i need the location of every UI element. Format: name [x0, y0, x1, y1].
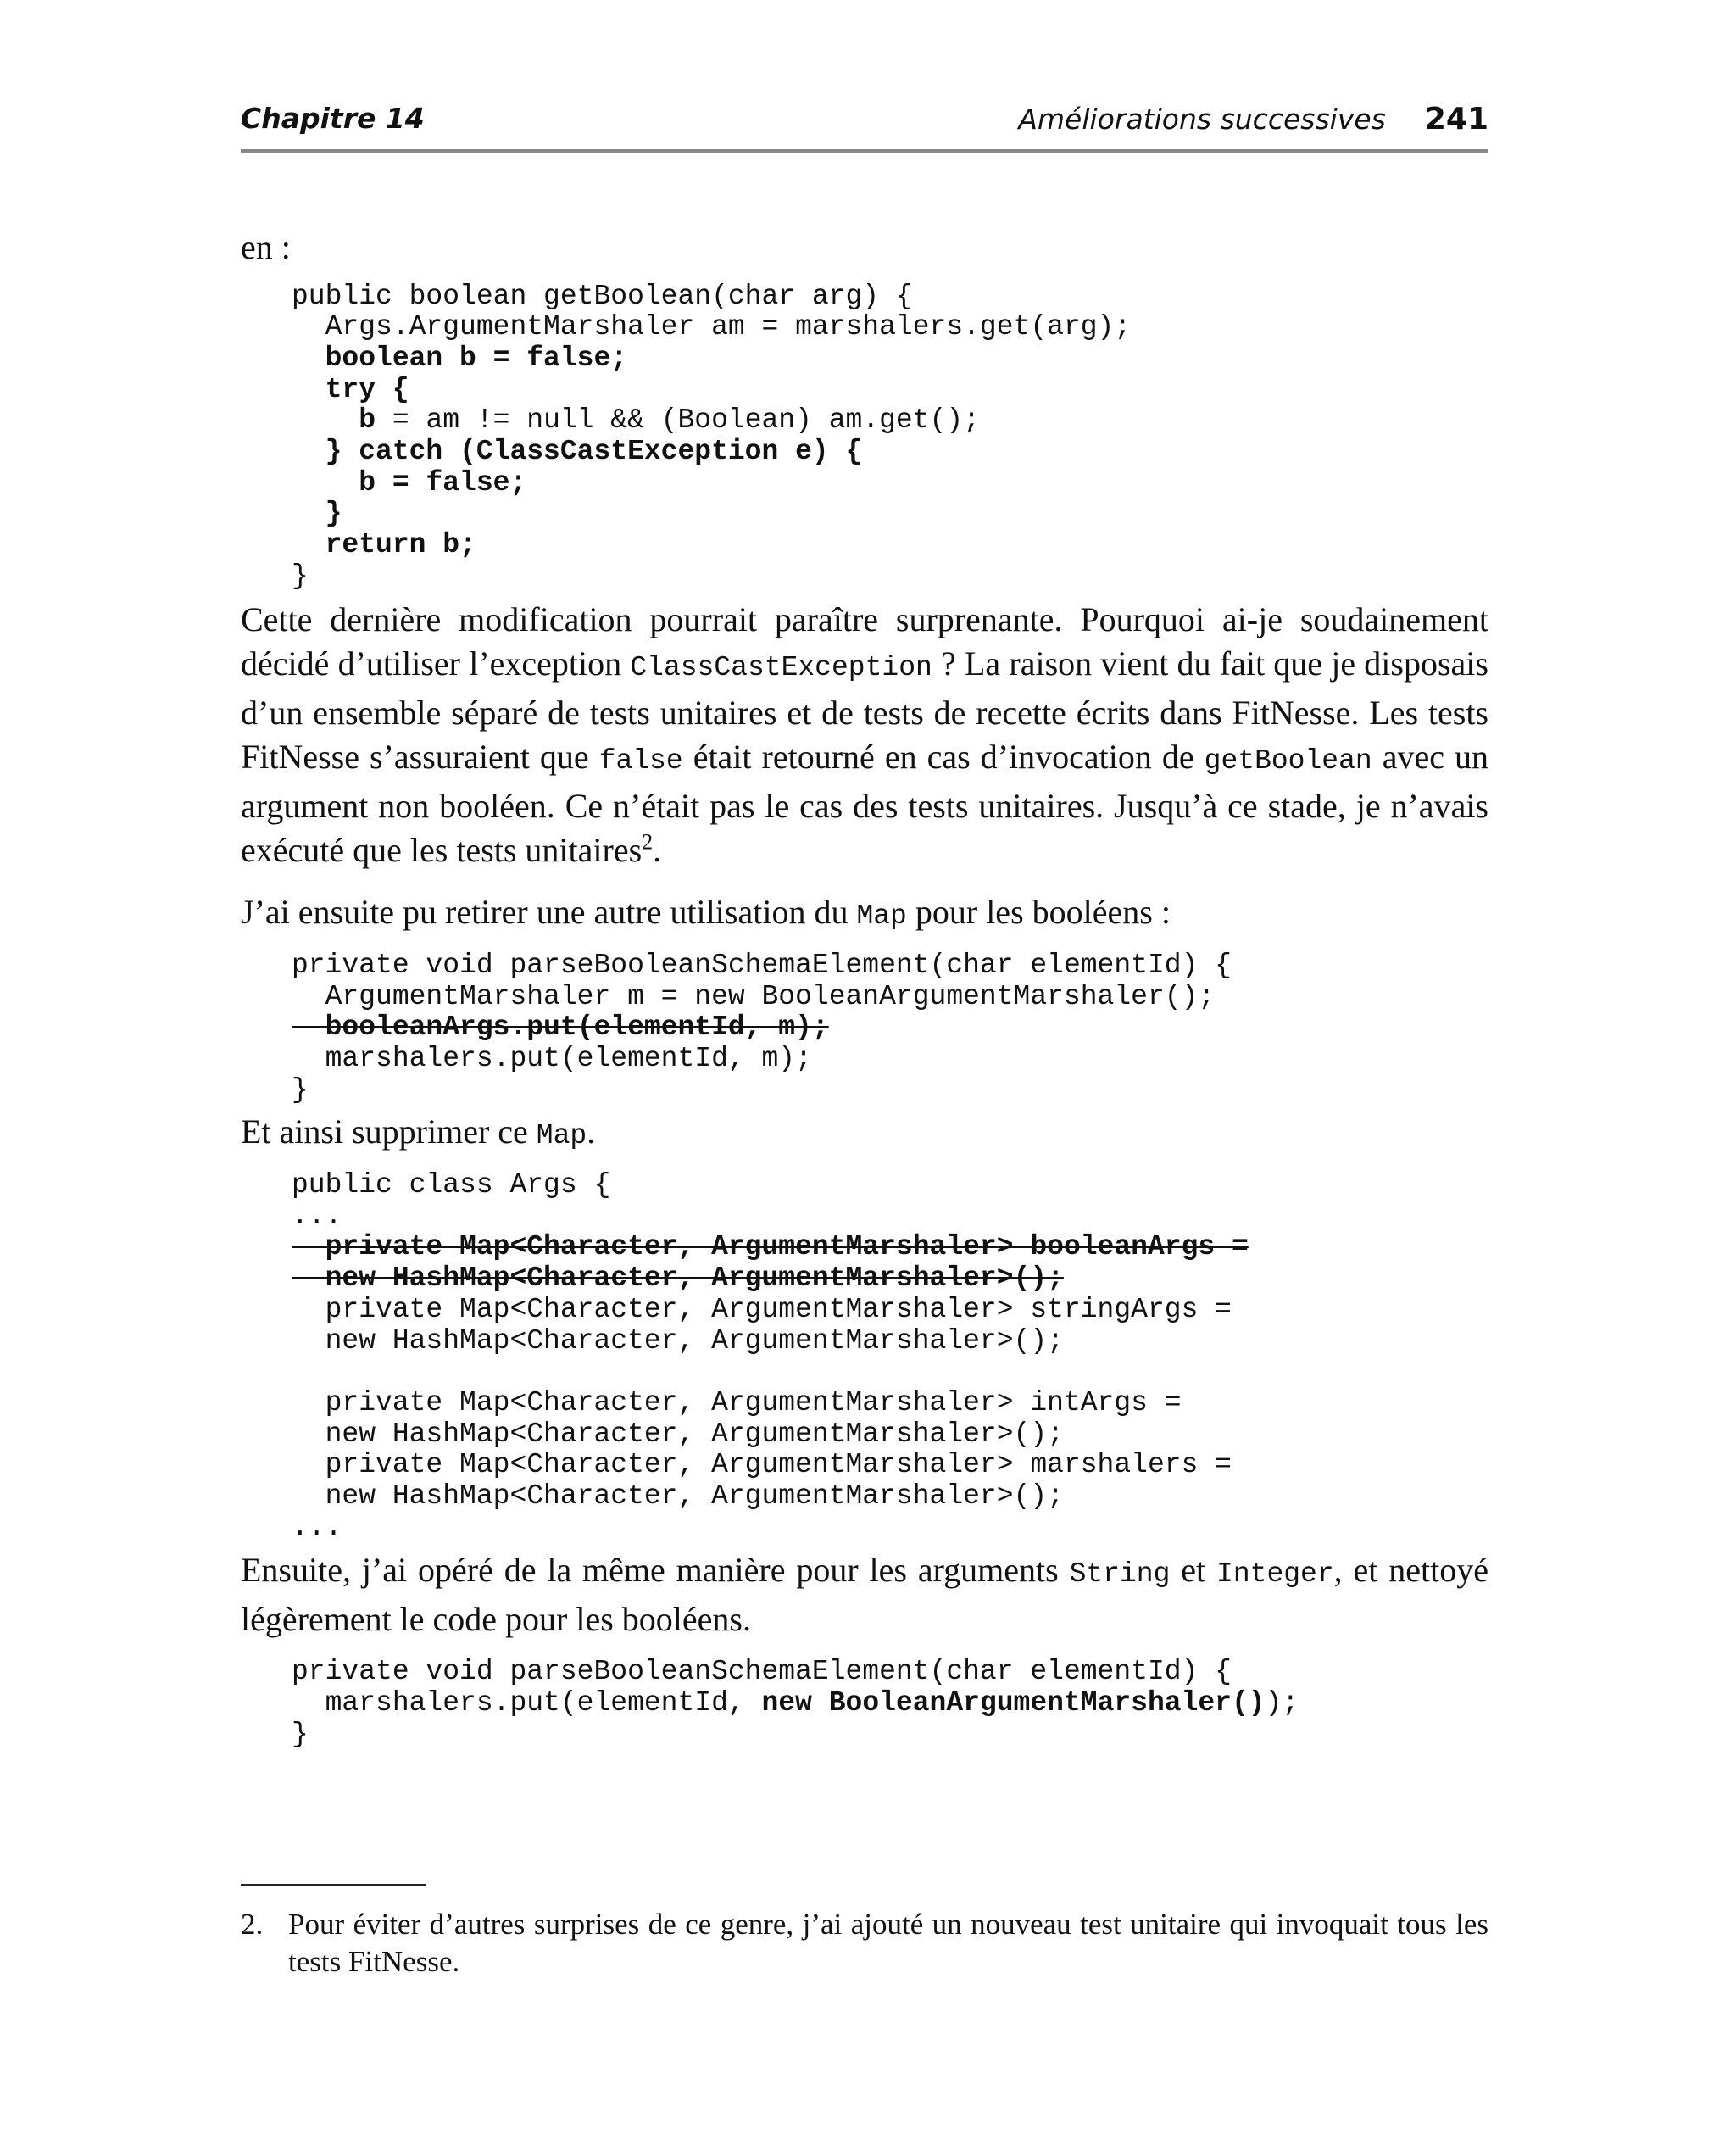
- paragraph-remove-map: [241, 1110, 1488, 1159]
- code-line: ArgumentMarshaler m = new BooleanArgumentMarshaler();: [292, 980, 1216, 1012]
- paragraph-string-integer: [241, 1548, 1488, 1641]
- code-fragment: );: [1265, 1687, 1299, 1719]
- paragraph-classcast: [241, 598, 1488, 873]
- code-block-getboolean: [292, 281, 1488, 593]
- code-fragment-bold: b: [359, 404, 376, 437]
- code-line: }: [292, 1718, 309, 1750]
- code-block-parseboolean: [292, 950, 1488, 1106]
- para1-text-1: Cette dernière modification pourrait paraître surprenante. Pourquoi ai-je soudainement décidé d’utiliser l’exception: [241, 599, 1488, 683]
- code-line: new HashMap<Character, ArgumentMarshaler>();: [292, 1480, 1064, 1513]
- code-line: Args.ArgumentMarshaler am = marshalers.get(arg);: [292, 311, 1132, 343]
- code-line: booleanArgs.put(elementId, m);: [292, 1011, 829, 1044]
- footnote-ref: 2: [642, 829, 654, 855]
- para4-text-3: , et nettoyé légèrement le code pour les booléens.: [241, 1551, 1488, 1638]
- footnote-rule: [241, 1884, 426, 1886]
- paragraph-map-removal: [241, 890, 1488, 939]
- page-number: 241: [1424, 102, 1488, 137]
- code-line: private Map<Character, ArgumentMarshaler> booleanArgs =: [292, 1231, 1249, 1263]
- code-line: private void parseBooleanSchemaElement(char elementId) {: [292, 950, 1232, 982]
- code-line: new HashMap<Character, ArgumentMarshaler>();: [292, 1262, 1064, 1295]
- inline-code-getboolean: getBoolean: [1204, 745, 1372, 777]
- code-line: try {: [292, 373, 409, 405]
- intro-text: en :: [241, 228, 291, 266]
- para3-text-2: .: [587, 1112, 596, 1151]
- code-fragment: [292, 404, 359, 436]
- footnote: [241, 1906, 1488, 1981]
- inline-code-classcastexception: ClassCastException: [630, 652, 932, 684]
- code-line: private Map<Character, ArgumentMarshaler> stringArgs =: [292, 1293, 1232, 1325]
- para1-text-2: ? La raison vient du fait que je disposais d’un ensemble séparé de tests unitaires et de tests de recette écrits dans FitNesse. Les tests FitNesse s’assuraient que: [241, 644, 1488, 777]
- code-block-args-class: [292, 1170, 1488, 1543]
- code-line: new HashMap<Character, ArgumentMarshaler>();: [292, 1324, 1064, 1357]
- para4-text-2: et: [1170, 1551, 1217, 1590]
- code-fragment: marshalers.put(elementId,: [292, 1687, 762, 1719]
- para4-text-1: Ensuite, j’ai opéré de la même manière pour les arguments: [241, 1551, 1070, 1590]
- code-line: }: [292, 1073, 309, 1106]
- code-line: private Map<Character, ArgumentMarshaler> marshalers =: [292, 1449, 1232, 1481]
- section-title: Améliorations successives: [1018, 103, 1386, 136]
- inline-code-string: String: [1069, 1558, 1171, 1591]
- footnote-text: Pour éviter d’autres surprises de ce genre, j’ai ajouté un nouveau test unitaire qui invoquait tous les tests FitNesse.: [288, 1908, 1488, 1978]
- code-fragment-bold: new BooleanArgumentMarshaler(): [761, 1687, 1266, 1719]
- inline-code-false: false: [598, 745, 683, 777]
- code-line: new HashMap<Character, ArgumentMarshaler>();: [292, 1418, 1064, 1450]
- para1-text-3: était retourné en cas d’invocation de: [682, 738, 1205, 777]
- code-line: private Map<Character, ArgumentMarshaler> intArgs =: [292, 1386, 1182, 1418]
- code-line: }: [292, 560, 309, 592]
- para2-text-1: J’ai ensuite pu retirer une autre utilisation du: [241, 892, 857, 931]
- code-line: b = false;: [292, 466, 527, 499]
- code-line: ...: [292, 1200, 342, 1232]
- code-block-parseboolean-clean: [292, 1657, 1488, 1750]
- code-line: boolean b = false;: [292, 342, 628, 374]
- page-body: [241, 226, 1488, 1751]
- para3-text-1: Et ainsi supprimer ce: [241, 1112, 537, 1151]
- footnote-number: 2.: [241, 1908, 264, 1941]
- code-line: private void parseBooleanSchemaElement(char elementId) {: [292, 1656, 1232, 1688]
- code-line: [292, 405, 1488, 437]
- code-line: ...: [292, 1511, 342, 1543]
- chapter-label: Chapitre 14: [241, 102, 425, 135]
- code-line: [292, 1357, 1488, 1388]
- inline-code-integer: Integer: [1216, 1558, 1334, 1591]
- code-line: public class Args {: [292, 1169, 611, 1201]
- code-fragment: = am != null && (Boolean) am.get();: [376, 404, 980, 437]
- inline-code-map: Map: [856, 900, 907, 932]
- inline-code-map-2: Map: [536, 1119, 587, 1151]
- code-line: public boolean getBoolean(char arg) {: [292, 280, 913, 312]
- code-line: [292, 1688, 1488, 1719]
- para2-text-2: pour les booléens :: [906, 892, 1171, 931]
- para1-text-5: .: [653, 831, 662, 870]
- code-line: } catch (ClassCastException e) {: [292, 436, 863, 468]
- para1-text-4: avec un argument non booléen. Ce n’était pas le cas des tests unitaires. Jusqu’à ce stade, je n’avais exécuté que les tests unitaires: [241, 738, 1488, 870]
- code-line: }: [292, 498, 342, 530]
- code-line: return b;: [292, 529, 476, 561]
- code-line: marshalers.put(elementId, m);: [292, 1043, 812, 1075]
- page-header: [241, 100, 1488, 153]
- header-rule: [241, 149, 1488, 153]
- header-right: [1018, 102, 1488, 137]
